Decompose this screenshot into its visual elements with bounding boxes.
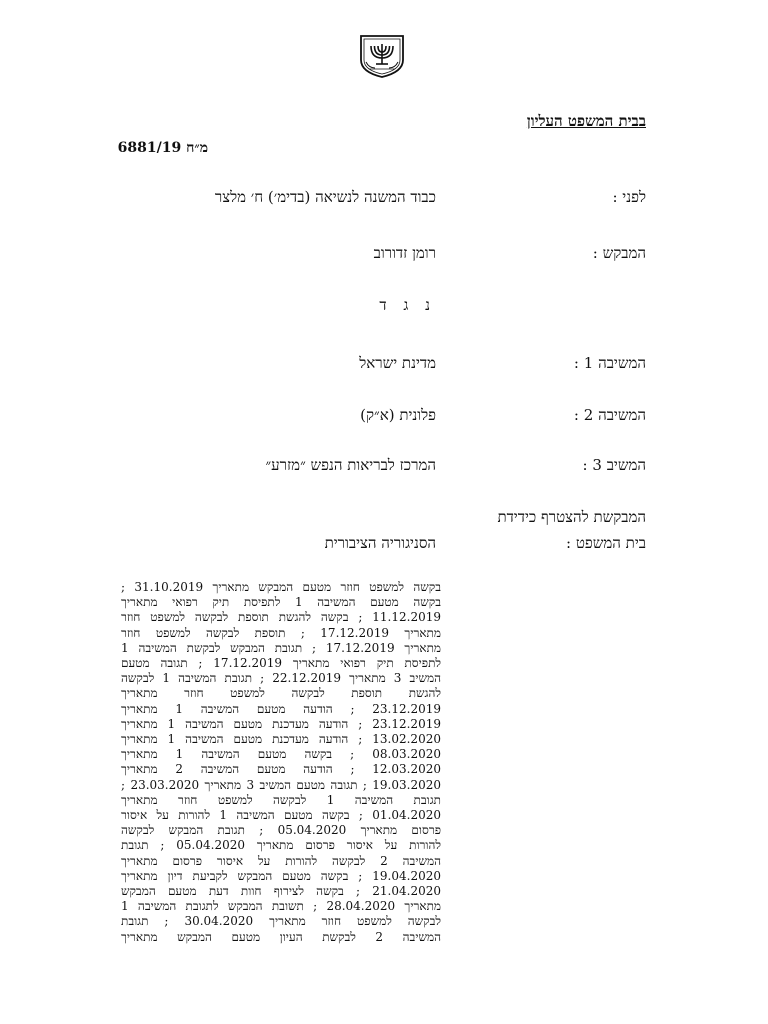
before-row (0, 188, 768, 212)
state-emblem-icon (357, 34, 407, 78)
respondent2-label: המשיבה 2 : (573, 406, 646, 424)
amicus-label: בית המשפט : (566, 534, 646, 552)
respondent3-row (0, 456, 768, 480)
filings-list (121, 580, 441, 945)
before-value: כבוד המשנה לנשיאה (בדימ׳) ח׳ מלצר (214, 188, 436, 206)
filing-line: 23.12.2019 ; הודעה מטעם המשיבה 1 מתאריך (121, 701, 441, 716)
filing-line: לתפיסת תיק רפואי מתאריך 17.12.2019 ; תגובה מטעם (121, 656, 441, 671)
filing-line: מתאריך 17.12.2019 ; תגובת המבקש לבקשת המשיבה 1 (121, 640, 442, 655)
respondent3-label: המשיב 3 : (582, 456, 646, 474)
filing-line: 21.04.2020 ; בקשה לצירוף חוות דעת מטעם המבקש (121, 884, 441, 899)
filing-line: מתאריך 28.04.2020 ; תשובת המבקש לתגובת המשיבה 1 (121, 899, 441, 914)
filing-line: 23.12.2019 ; הודעה מעדכנת מטעם המשיבה 1 מתאריך (121, 716, 441, 731)
filing-line: בקשה מטעם המשיבה 1 לתפיסת תיק רפואי מתאריך (121, 595, 441, 610)
respondent1-label: המשיבה 1 : (573, 354, 646, 372)
respondent1-row (0, 354, 768, 378)
respondent2-row (0, 406, 768, 430)
filing-line: לבקשה למשפט חוזר מתאריך 30.04.2020 ; תגובת (121, 914, 441, 929)
amicus-row (0, 534, 768, 558)
filing-line: 19.04.2020 ; בקשה מטעם המבקש לקביעת דיון מתאריך (121, 868, 441, 883)
applicant-label: המבקש : (592, 244, 646, 262)
filing-line: בקשה למשפט חוזר מטעם המבקש מתאריך 31.10.2019 ; (121, 580, 441, 594)
filing-line: 19.03.2020 ; תגובה מטעם המשיב 3 מתאריך 23.03.2020 ; (121, 777, 441, 792)
applicant-row (0, 244, 768, 268)
filing-line: 08.03.2020 ; בקשה מטעם המשיבה 1 מתאריך (121, 747, 441, 762)
respondent1-value: מדינת ישראל (359, 354, 436, 372)
amicus-line: המבקשת להצטרף כידידת (497, 508, 646, 526)
filing-line: פרסום מתאריך 05.04.2020 ; תגובת המבקש לבקשה (121, 823, 442, 838)
filing-line: המשיב 3 מתאריך 22.12.2019 ; תגובת המשיבה 1 לבקשה (121, 671, 441, 686)
filing-line: להגשת תוספת לבקשה למשפט חוזר מתאריך (121, 686, 441, 701)
amicus-value: הסניגוריה הציבורית (324, 534, 436, 552)
filing-line: 01.04.2020 ; בקשה מטעם המשיבה 1 להורות על איסור (121, 808, 442, 823)
applicant-value: רומן זדורוב (373, 244, 436, 262)
filing-line: המשיבה 2 לבקשה להורות על איסור פרסום מתאריך (121, 853, 441, 868)
against-text: נ ג ד (379, 296, 436, 314)
filing-line: 11.12.2019 ; בקשה להגשת תוספת לבקשה למשפט חוזר (121, 610, 441, 625)
court-title: בבית המשפט העליון (526, 112, 646, 130)
respondent3-value: המרכז לבריאות הנפש ״מזרע״ (265, 456, 436, 474)
filing-line: תגובת המשיבה 1 לבקשה למשפט חוזר מתאריך (121, 792, 441, 807)
filing-line: מתאריך 17.12.2019 ; תוספת לבקשה למשפט חוזר (121, 625, 441, 640)
respondent2-value: פלונית (א״ק) (360, 406, 436, 424)
filing-line: המשיבה 2 לבקשת העיון מטעם המבקש מתאריך (121, 929, 441, 944)
against-row (0, 296, 768, 320)
filing-line: 12.03.2020 ; הודעה מטעם המשיבה 2 מתאריך (121, 762, 441, 777)
filing-line: 13.02.2020 ; הודעה מעדכנת מטעם המשיבה 1 מתאריך (121, 732, 441, 747)
case-number: מ״ח 6881/19 (117, 140, 208, 156)
filing-line: להורות על איסור פרסום מתאריך 05.04.2020 ; תגובת (121, 838, 441, 853)
before-label: לפני : (612, 188, 646, 206)
